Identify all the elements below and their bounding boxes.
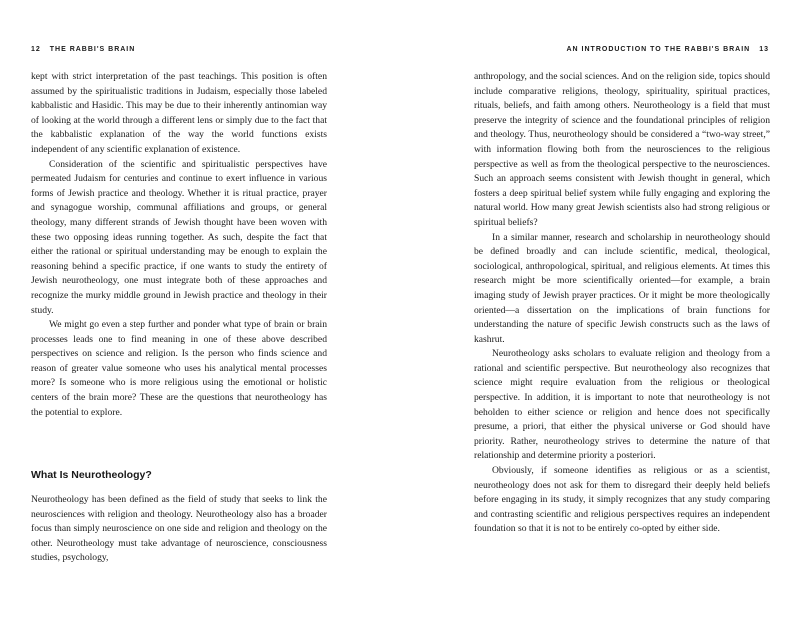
right-paragraph-4: Obviously, if someone identifies as religious or as a scientist, neurotheology does not ask for them to disregard their deeply held beliefs before engaging in its study, it simply recognizes that any study comparing and contrasting scientific and religious perspectives requires an independent foundation so that it is not to be entirely co-opted by either side. — [474, 465, 770, 535]
left-section-text — [31, 493, 327, 566]
left-paragraph-3: We might go even a step further and ponder what type of brain or brain processes leads one to find meaning in one of these above described perspectives on science and religion. Is the person who finds science and reason of greater value someone who uses his analytical mental processes more? Is someone who is more religious using the emotional or holistic centers of the brain more? These are the questions that neurotheology has the potential to explore. — [31, 319, 327, 418]
right-paragraph-3: Neurotheology asks scholars to evaluate religion and theology from a rational and scientific perspective. But neurotheology also recognizes that science might require evaluation from the religious or theological perspective. In addition, it is important to note that neurotheology is not beholden to either science or religion and hence does not specifically presume, a priori, that either the physical universe or God should have priority. Rather, neurotheology strives to determine the nature of that relationship and determine priority a posteriori. — [474, 348, 770, 462]
left-paragraph-2: Consideration of the scientific and spiritualistic perspectives have permeated Judaism for centuries and continue to exert influence in various forms of Jewish practice and theology. Whether it is ritual practice, prayer and synagogue worship, communal affiliations and groups, or general theology, many different strands of Jewish thought have been woven with these two opposing ideas running together. As such, despite the fact that either the rational or spiritual understanding may be enough to explain the reasoning behind a specific practice, if one wants to study the entirety of Jewish neurotheology, one must integrate both of these approaches and recognize the murky middle ground in Jewish practice and theology in their study. — [31, 158, 327, 316]
right-body-text — [474, 70, 770, 537]
left-page-number: 12 — [31, 46, 41, 53]
right-paragraph-2: In a similar manner, research and scholarship in neurotheology should be defined broadly and can include scientific, medical, theological, sociological, anthropological, spiritual, and religious elements. At times this research might be more scientifically oriented—for example, a brain imaging study of Jewish prayer practices. Or it might be more theologically oriented—a dissertation on the implications of brain functions for understanding the nature of specific Jewish constructs such as the laws of kashrut. — [474, 231, 770, 345]
section-heading: What Is Neurotheology? — [31, 469, 152, 481]
left-body-text — [31, 70, 327, 420]
right-page — [400, 0, 800, 618]
right-page-number: 13 — [759, 46, 769, 53]
left-section-paragraph: Neurotheology has been defined as the field of study that seeks to link the neurosciences with religion and theology. Neurotheology also has a broader focus than simply neuroscience on one side and religion and theology on the other. Neurotheology must take advantage of neuroscience, consciousness studies, psychology, — [31, 494, 327, 564]
right-paragraph-1: anthropology, and the social sciences. And on the religion side, topics should include comparative religions, theology, spirituality, spiritual practices, rituals, beliefs, and faith among others. Neurotheology is a field that must preserve the integrity of science and the foundational principles of religion and theology. Thus, neurotheology should be considered a “two-way street,” with information flowing both from the neurosciences to the religious perspective as well as from the theological perspective to the neurosciences. Such an approach seems consistent with Jewish thought in general, which fosters a deep spiritual belief system while fully engaging and exploring the natural world. How many great Jewish scientists also had strong religious or spiritual beliefs? — [474, 71, 770, 228]
left-paragraph-1: kept with strict interpretation of the past teachings. This position is often assumed by the spiritualistic traditions in Judaism, especially those labeled kabbalistic and Hasidic. This may be due to their inherently antinomian way of looking at the world through a different lens or simply due to the fact that the kabbalistic explanation of the way the world functions exists independent of any scientific explanation of existence. — [31, 71, 327, 155]
right-running-head-title: AN INTRODUCTION TO THE RABBI'S BRAIN — [566, 46, 751, 53]
right-running-head — [566, 46, 769, 53]
left-running-head — [31, 46, 135, 53]
left-running-head-title: THE RABBI'S BRAIN — [49, 46, 136, 53]
